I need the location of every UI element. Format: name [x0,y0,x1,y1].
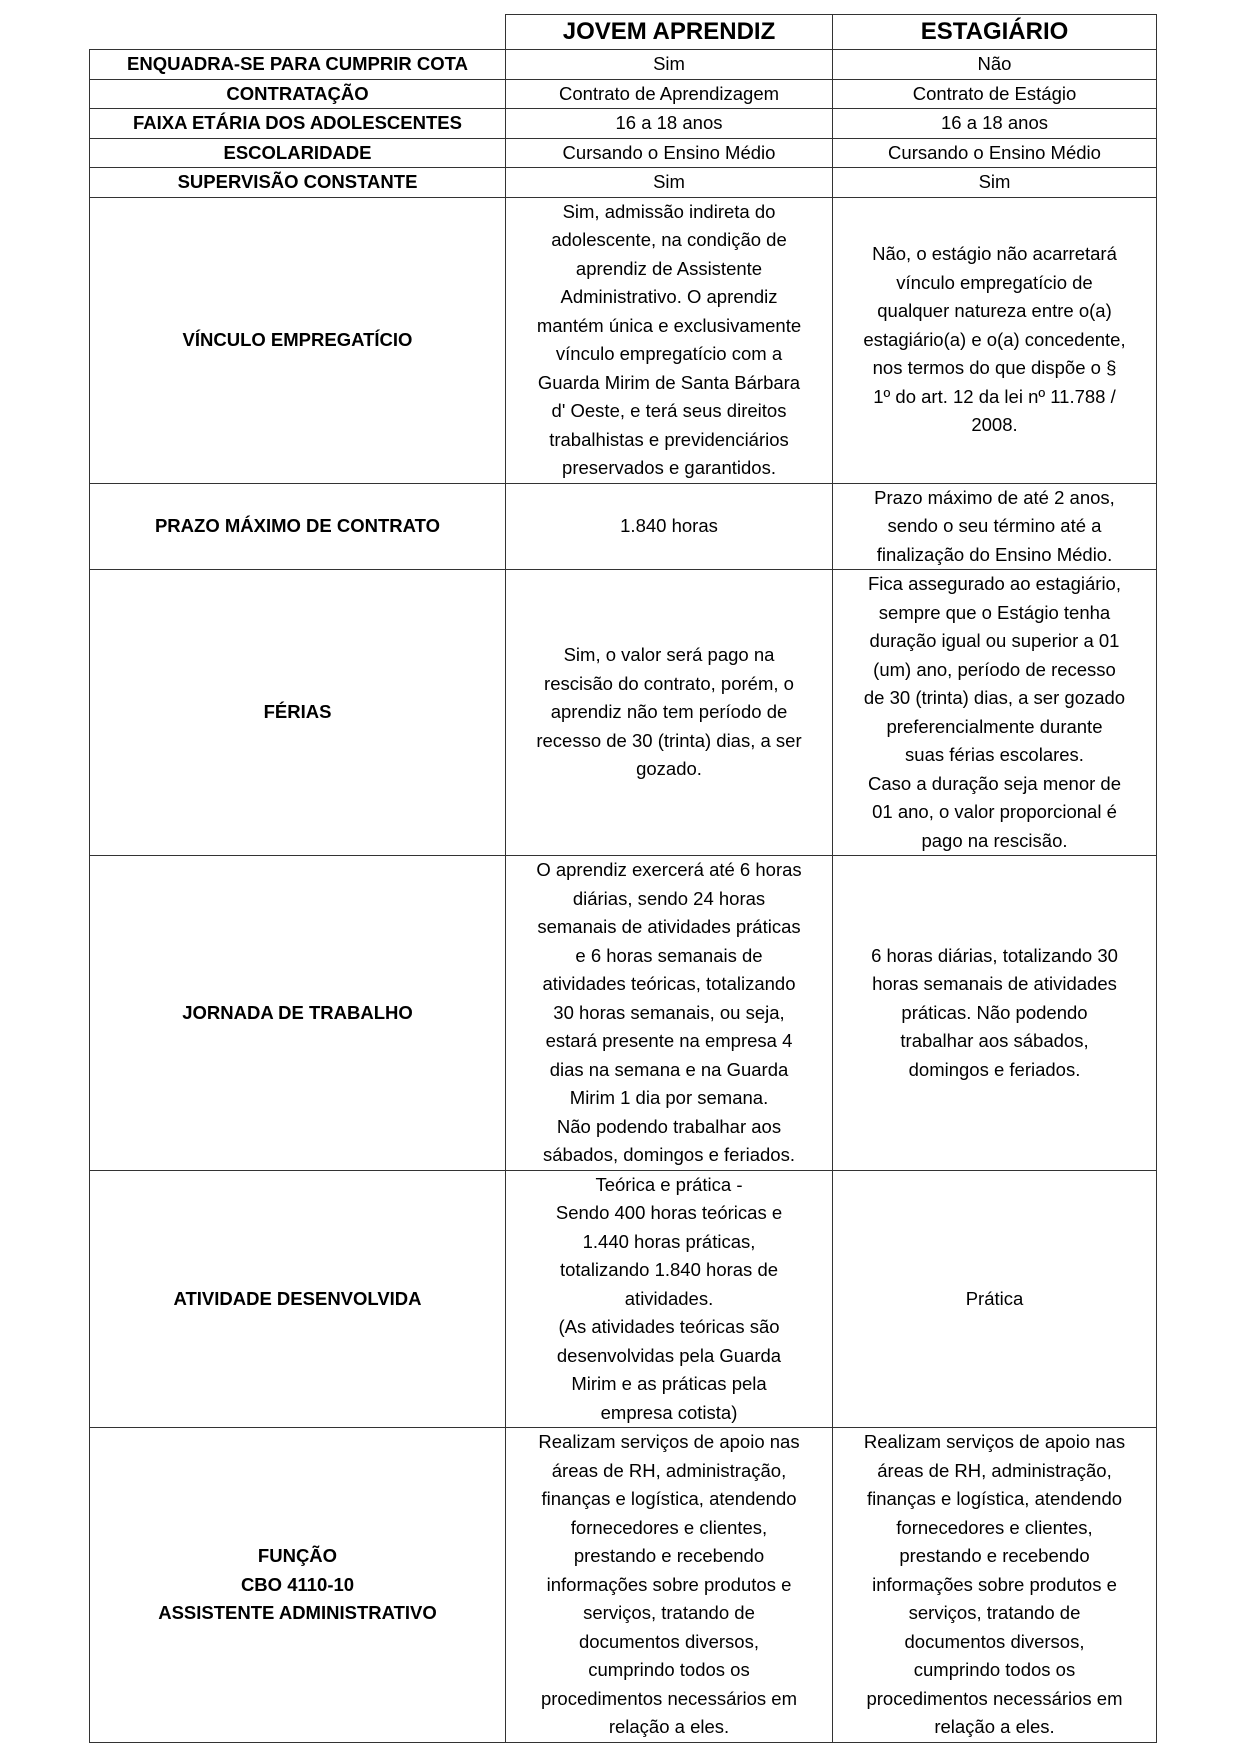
table-body [90,50,1157,1743]
jovem-aprendiz-value: 1.840 horas [506,483,833,570]
estagiario-value: Contrato de Estágio [833,79,1157,109]
row-label: FÉRIAS [90,570,506,856]
table-row [90,138,1157,168]
jovem-aprendiz-value: Sim, admissão indireta do adolescente, na condição de aprendiz de Assistente Administrativo. O aprendiz mantém única e exclusivamente vínculo empregatício com a Guarda Mirim de Santa Bárbara d' Oeste, e terá seus direitos trabalhistas e previdenciários preservados e garantidos. [506,197,833,483]
row-label: FAIXA ETÁRIA DOS ADOLESCENTES [90,109,506,139]
comparison-table [89,14,1157,1743]
table-row [90,483,1157,570]
header-row [90,15,1157,50]
row-label: JORNADA DE TRABALHO [90,856,506,1171]
jovem-aprendiz-value: Contrato de Aprendizagem [506,79,833,109]
jovem-aprendiz-value: Sim, o valor será pago na rescisão do contrato, porém, o aprendiz não tem período de recesso de 30 (trinta) dias, a ser gozado. [506,570,833,856]
row-label: ATIVIDADE DESENVOLVIDA [90,1170,506,1428]
table-row [90,197,1157,483]
jovem-aprendiz-value: Teórica e prática - Sendo 400 horas teóricas e 1.440 horas práticas, totalizando 1.840 horas de atividades. (As atividades teóricas são desenvolvidas pela Guarda Mirim e as práticas pela empresa cotista) [506,1170,833,1428]
estagiario-value: 16 a 18 anos [833,109,1157,139]
estagiario-value: Cursando o Ensino Médio [833,138,1157,168]
estagiario-value: Realizam serviços de apoio nas áreas de RH, administração, finanças e logística, atendendo fornecedores e clientes, prestando e recebendo informações sobre produtos e serviços, tratando de documentos diversos, cumprindo todos os procedimentos necessários em relação a eles. [833,1428,1157,1743]
row-label: CONTRATAÇÃO [90,79,506,109]
estagiario-value: Não, o estágio não acarretará vínculo empregatício de qualquer natureza entre o(a) estagiário(a) e o(a) concedente, nos termos do que dispõe o § 1º do art. 12 da lei nº 11.788 / 2008. [833,197,1157,483]
row-label: FUNÇÃO CBO 4110-10 ASSISTENTE ADMINISTRATIVO [90,1428,506,1743]
jovem-aprendiz-value: Cursando o Ensino Médio [506,138,833,168]
jovem-aprendiz-value: O aprendiz exercerá até 6 horas diárias, sendo 24 horas semanais de atividades práticas e 6 horas semanais de atividades teóricas, totalizando 30 horas semanais, ou seja, estará presente na empresa 4 dias na semana e na Guarda Mirim 1 dia por semana. Não podendo trabalhar aos sábados, domingos e feriados. [506,856,833,1171]
estagiario-value: Não [833,50,1157,80]
table-row [90,570,1157,856]
estagiario-value: Sim [833,168,1157,198]
table-row [90,109,1157,139]
table-row [90,1428,1157,1743]
row-label: SUPERVISÃO CONSTANTE [90,168,506,198]
table-row [90,79,1157,109]
column-header-jovem-aprendiz: JOVEM APRENDIZ [506,15,833,50]
table-row [90,1170,1157,1428]
jovem-aprendiz-value: 16 a 18 anos [506,109,833,139]
jovem-aprendiz-value: Sim [506,50,833,80]
row-label: VÍNCULO EMPREGATÍCIO [90,197,506,483]
estagiario-value: Fica assegurado ao estagiário, sempre que o Estágio tenha duração igual ou superior a 01 (um) ano, período de recesso de 30 (trinta) dias, a ser gozado preferencialmente durante suas férias escolares. Caso a duração seja menor de 01 ano, o valor proporcional é pago na rescisão. [833,570,1157,856]
table-row [90,50,1157,80]
table-row [90,856,1157,1171]
column-header-estagiario: ESTAGIÁRIO [833,15,1157,50]
row-label: PRAZO MÁXIMO DE CONTRATO [90,483,506,570]
row-label: ESCOLARIDADE [90,138,506,168]
jovem-aprendiz-value: Sim [506,168,833,198]
estagiario-value: 6 horas diárias, totalizando 30 horas semanais de atividades práticas. Não podendo trabalhar aos sábados, domingos e feriados. [833,856,1157,1171]
estagiario-value: Prática [833,1170,1157,1428]
estagiario-value: Prazo máximo de até 2 anos, sendo o seu término até a finalização do Ensino Médio. [833,483,1157,570]
table-row [90,168,1157,198]
jovem-aprendiz-value: Realizam serviços de apoio nas áreas de RH, administração, finanças e logística, atendendo fornecedores e clientes, prestando e recebendo informações sobre produtos e serviços, tratando de documentos diversos, cumprindo todos os procedimentos necessários em relação a eles. [506,1428,833,1743]
row-label: ENQUADRA-SE PARA CUMPRIR COTA [90,50,506,80]
empty-corner-cell [90,15,506,50]
